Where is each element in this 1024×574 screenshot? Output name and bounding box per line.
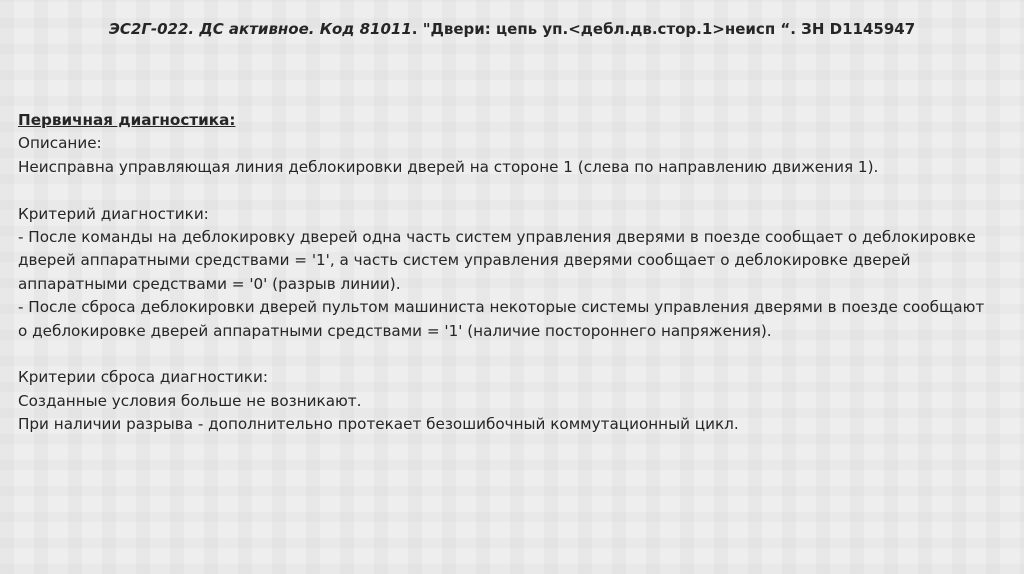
primary-diagnostics-heading: Первичная диагностика: [18, 111, 236, 129]
description-text: Неисправна управляющая линия деблокировки дверей на стороне 1 (слева по направлению движения 1). [18, 157, 879, 176]
slide-title-rest: . "Двери: цепь уп.<дебл.дв.стор.1>неисп “. ЗН D1145947 [411, 20, 916, 38]
criterion-line: о деблокировке дверей аппаратными средствами = '1' (наличие постороннего напряжения). [18, 321, 772, 340]
slide-title [0, 20, 1024, 38]
slide-title-code: ЭС2Г-022. ДС активное. Код 81011 [108, 20, 412, 38]
criterion-line: дверей аппаратными средствами = '1', а часть систем управления дверями сообщает о деблокировке дверей [18, 251, 911, 270]
diagnostics-body [18, 109, 1014, 437]
reset-criteria-line: Созданные условия больше не возникают. [18, 391, 362, 410]
criterion-line: аппаратными средствами = '0' (разрыв линии). [18, 274, 401, 293]
spacer [18, 179, 1014, 202]
criterion-line: - После команды на деблокировку дверей одна часть систем управления дверями в поезде сообщает о деблокировке [18, 228, 976, 247]
reset-criteria-line: При наличии разрыва - дополнительно протекает безошибочный коммутационный цикл. [18, 415, 739, 434]
criterion-line: - После сброса деблокировки дверей пультом машиниста некоторые системы управления дверями в поезде сообщают [18, 298, 985, 317]
description-label: Описание: [18, 134, 102, 153]
reset-criteria-label: Критерии сброса диагностики: [18, 368, 268, 387]
spacer [18, 343, 1014, 366]
criterion-label: Критерий диагностики: [18, 204, 209, 223]
